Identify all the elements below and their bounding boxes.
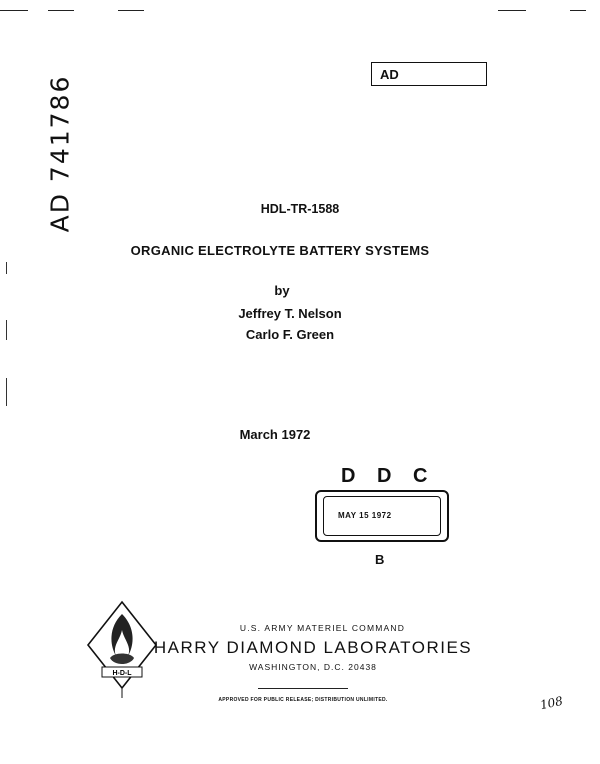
report-date: March 1972 bbox=[239, 427, 311, 442]
top-rule bbox=[570, 10, 586, 11]
release-statement: APPROVED FOR PUBLIC RELEASE; DISTRIBUTION UNLIMITED. bbox=[218, 697, 388, 703]
ddc-received-stamp bbox=[313, 465, 458, 575]
report-title: ORGANIC ELECTROLYTE BATTERY SYSTEMS bbox=[130, 243, 430, 258]
margin-tick bbox=[6, 320, 7, 340]
logo-text: H-D-L bbox=[112, 670, 132, 677]
laboratory-location: WASHINGTON, D.C. 20438 bbox=[249, 662, 377, 672]
ad-number-box bbox=[371, 62, 487, 86]
stamp-letter: B bbox=[375, 552, 385, 567]
author: Jeffrey T. Nelson bbox=[238, 306, 342, 321]
margin-tick bbox=[6, 262, 7, 274]
footer-rule bbox=[258, 688, 348, 689]
ddc-stamp-header: D D C bbox=[341, 465, 436, 487]
report-number: HDL-TR-1588 bbox=[260, 202, 340, 216]
author: Carlo F. Green bbox=[245, 327, 335, 342]
margin-tick bbox=[6, 378, 7, 406]
top-rule bbox=[48, 10, 74, 11]
stamp-date: MAY 15 1972 bbox=[335, 510, 395, 521]
top-rule bbox=[498, 10, 526, 11]
top-rule bbox=[118, 10, 144, 11]
ad-box-label: AD bbox=[380, 67, 399, 82]
command-name: U.S. ARMY MATERIEL COMMAND bbox=[239, 623, 406, 633]
by-label: by bbox=[274, 283, 290, 298]
accession-number bbox=[20, 58, 100, 248]
handwritten-page-count: 108 bbox=[538, 693, 565, 713]
laboratory-name: HARRY DIAMOND LABORATORIES bbox=[153, 638, 473, 657]
top-rule bbox=[0, 10, 28, 11]
accession-number-text: AD 741786 bbox=[45, 74, 75, 232]
